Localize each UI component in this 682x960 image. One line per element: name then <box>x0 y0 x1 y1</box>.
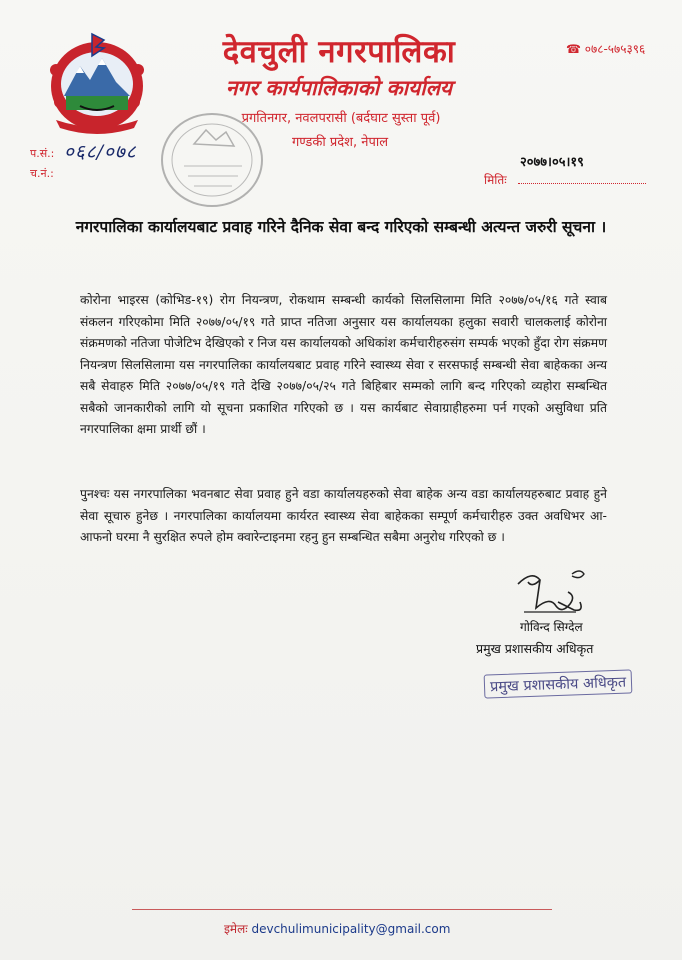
date-label: मितिः <box>484 173 507 187</box>
designation-stamp: प्रमुख प्रशासकीय अधिकृत <box>484 669 633 698</box>
body-paragraph-1: कोरोना भाइरस (कोभिड-१९) रोग नियन्त्रण, रोकथाम सम्बन्धी कार्यको सिलसिलामा मिति २०७७/०५/१६ गते स्वाब संकलन गरिएकोमा मिति २०७७/०५/१९ गते प्राप्त नतिजा अनुसार यस कार्यालयका हलुका सवारी चालकलाई कोरोना संक्रमणको नतिजा पोजेटिभ देखिएको र निज यस कार्यालयको अधिकांश कर्मचारीहरुसंग सम्पर्क भएको हुँदा रोग संक्रमण नियन्त्रण सिलसिलामा यस नगरपालिका कार्यालयबाट प्रवाह गरिने स्वास्थ्य सेवा र सरसफाई सम्बन्धी सेवा बाहेकका अन्य सबै सेवाहरु मिति २०७७/०५/१९ गते देखि २०७७/०५/२५ गते बिहिबार सम्मको लागि बन्द गरिएको व्यहोरा सम्बन्धित सबैको जानकारीको लागि यो सूचना प्रकाशित गरिएको छ । यस कार्यबाट सेवाग्राहीहरुमा पर्न गएको असुविधा प्रति नगरपालिका क्षमा प्रार्थी छौं । <box>80 293 607 436</box>
chalani-number-label: च.नं.: <box>30 167 54 180</box>
footer-divider <box>132 909 552 910</box>
footer-email <box>224 920 450 937</box>
nepal-emblem-icon <box>46 30 148 134</box>
patra-sankhya-label: प.सं.: <box>30 147 55 160</box>
address-line-1: प्रगतिनगर, नवलपरासी (बर्दघाट सुस्ता पूर्व) <box>241 111 441 126</box>
email-address[interactable]: devchulimunicipality@gmail.com <box>251 922 451 936</box>
patra-sankhya-value: ०६८/०७८ <box>64 141 137 163</box>
signer-name: गोविन्द सिग्देल <box>520 620 583 634</box>
phone-number: ☎ ०७८-५७५३९६ <box>566 42 646 56</box>
address-line-2: गण्डकी प्रदेश, नेपाल <box>291 135 389 150</box>
body-paragraph-2: पुनश्चः यस नगरपालिका भवनबाट सेवा प्रवाह हुने वडा कार्यालयहरुको सेवा बाहेक अन्य वडा कार्यालयहरुबाट प्रवाह हुने सेवा सूचारु हुनेछ । नगरपालिका कार्यालयमा कार्यरत स्वास्थ्य सेवा बाहेकका सम्पूर्ण कर्मचारीहरु उक्त अवधिभर आ-आफनो घरमा नै सुरक्षित रुपले होम क्वारेन्टाइनमा रहनु हुन सम्बन्धित सबैमा अनुरोध गरिएको छ । <box>80 487 607 544</box>
municipality-title: देवचुली नगरपालिका <box>222 34 456 70</box>
signature-icon <box>510 566 594 622</box>
office-subtitle: नगर कार्यपालिकाको कार्यालय <box>225 76 453 100</box>
notice-title: नगरपालिका कार्यालयबाट प्रवाह गरिने दैनिक सेवा बन्द गरिएको सम्बन्धी अत्यन्त जरुरी सूचना । <box>75 218 607 236</box>
signer-title: प्रमुख प्रशासकीय अधिकृत <box>476 641 594 656</box>
date-dotted-line <box>518 183 646 184</box>
handwritten-date: २०७७।०५।१९ <box>520 155 584 170</box>
email-label: इमेलः <box>224 922 248 936</box>
office-stamp-icon <box>150 104 280 216</box>
